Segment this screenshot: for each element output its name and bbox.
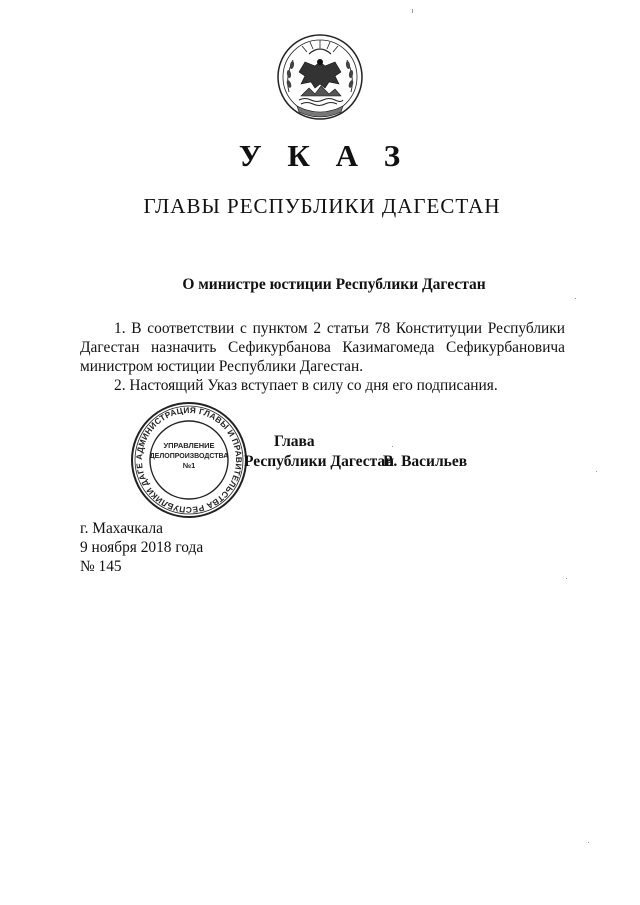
- date-of-signing: 9 ноября 2018 года: [80, 539, 204, 556]
- decree-number: № 145: [80, 558, 122, 575]
- scan-speck: [575, 298, 576, 299]
- decree-subject: О министре юстиции Республики Дагестан: [182, 276, 486, 293]
- place-date-number: [80, 519, 203, 576]
- seal-outer-text: АДМИНИСТРАЦИЯ ГЛАВЫ И ПРАВИТЕЛЬСТВА РЕСПУБЛИКИ ДАГЕ: [133, 404, 245, 516]
- place-of-signing: г. Махачкала: [80, 520, 163, 537]
- scan-speck: [596, 471, 597, 472]
- scan-speck: [588, 842, 589, 843]
- scan-speck: [392, 446, 393, 447]
- seal-inner-line-1: УПРАВЛЕНИЕ: [163, 441, 215, 450]
- official-seal-stamp: [129, 400, 249, 520]
- document-subtitle: ГЛАВЫ РЕСПУБЛИКИ ДАГЕСТАН: [143, 194, 501, 218]
- seal-inner-line-2: ДЕЛОПРОИЗВОДСТВА: [149, 453, 229, 460]
- signatory-name: В. Васильев: [383, 453, 468, 470]
- signatory-post-line-2: Республики Дагестан: [244, 453, 395, 470]
- decree-body: [80, 319, 565, 395]
- paragraph-1-line-1: 1. В соответствии с пунктом 2 статьи 78 Конституции Республики: [114, 320, 565, 337]
- round-seal-icon: [129, 400, 249, 520]
- paragraph-1-line-3: министром юстиции Республики Дагестан.: [80, 358, 364, 375]
- scan-speck: [412, 9, 413, 13]
- scan-speck: [566, 578, 567, 579]
- paragraph-2: 2. Настоящий Указ вступает в силу со дня его подписания.: [114, 377, 498, 394]
- seal-inner-line-3: №1: [182, 461, 196, 470]
- paragraph-1-line-2: Дагестан назначить Сефикурбанова Казимагомеда Сефикурбановича: [80, 339, 565, 356]
- signatory-post-line-1: Глава: [274, 433, 315, 450]
- eagle-emblem-icon: [275, 32, 365, 122]
- coat-of-arms-emblem: [275, 32, 365, 122]
- document-title: У К А З: [238, 138, 410, 173]
